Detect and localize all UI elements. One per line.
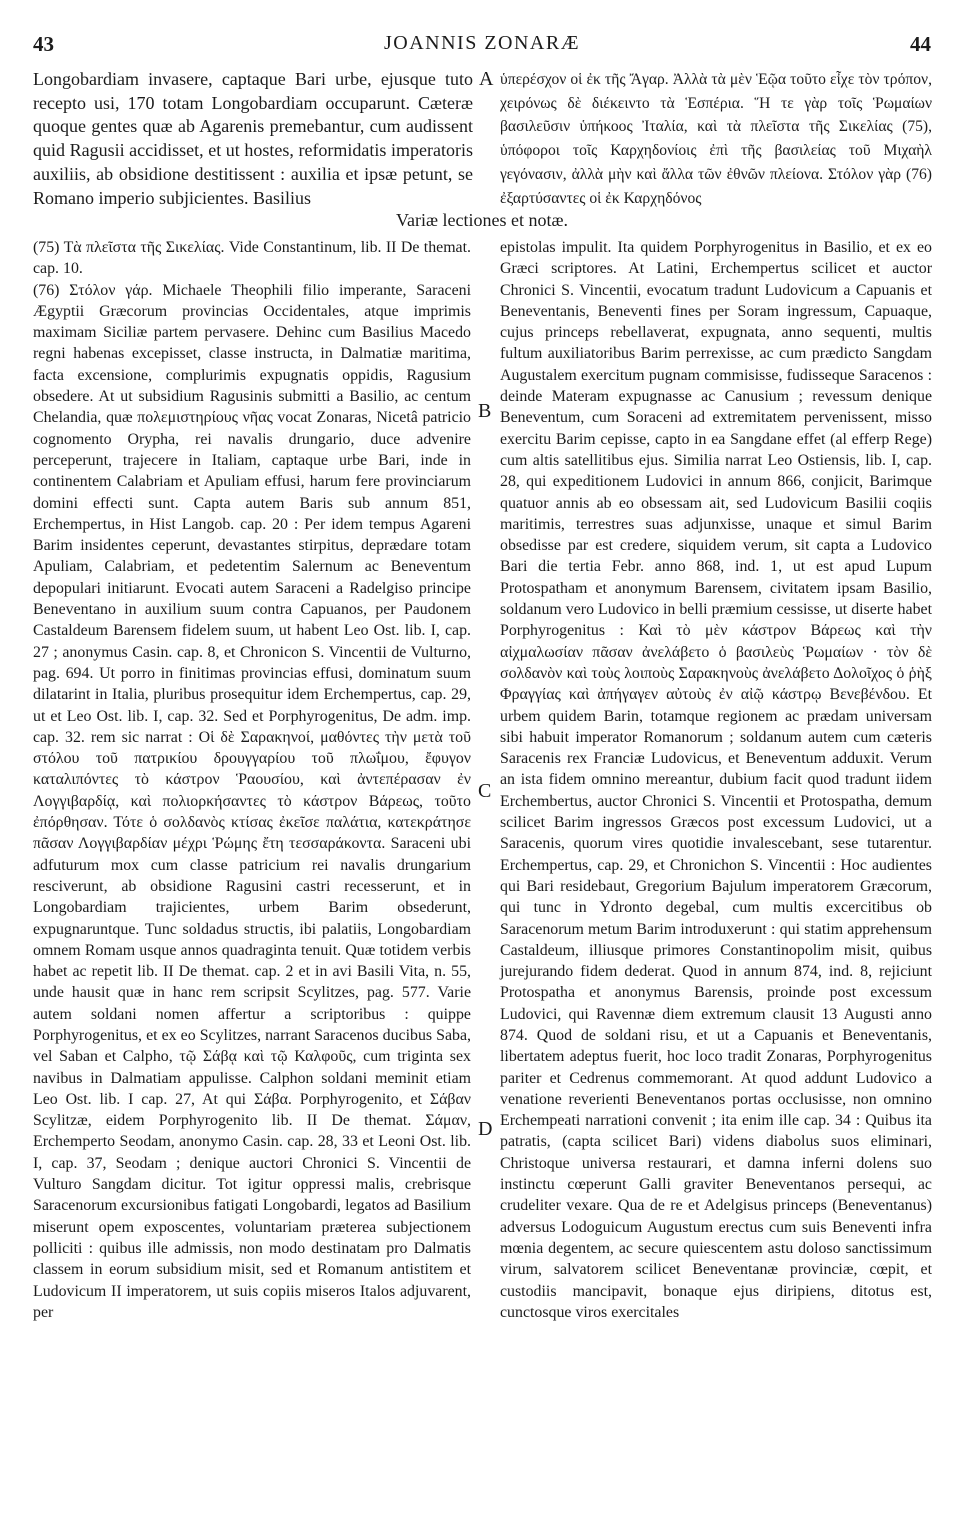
note-paragraph: (75) Τὰ πλεῖστα τῆς Σικελίας. Vide Constantinum, lib. II De themat. cap. 10. [33, 239, 471, 278]
right-page-number: 44 [910, 32, 931, 56]
running-title: JOANNIS ZONARÆ [383, 32, 580, 54]
latin-main-text [33, 68, 473, 210]
notes-left-column [33, 237, 471, 1323]
margin-letter-c: C [478, 780, 492, 802]
margin-letter-b: B [478, 400, 492, 422]
notes-heading: Variæ lectiones et notæ. [396, 210, 568, 230]
note-paragraph: epistolas impulit. Ita quidem Porphyrogenitus in Basilio, et ex eo Græci scriptores. At Latini, Erchempertus scilicet et auctor Chronici S. Vincentii, evocatum tradunt Ludovicum a Capuanis et Beneventanis, Beneventi fines per Soram ingressum, Capuaque, cujus princeps rebellaverat, expugnata, anno sequenti, multis fultum auxiliatoribus Barim perrexisse, ac cum prædicto Sangdam Augustalem exercitum pugnam commisisse, fudisseque Saracenos : deinde Materam expugnasse ac Canusium ; revessum denique Beneventum, cum Soraceni ad extremitatem pervenissent, misso exercitu Barim cepisse, capto in ea Sangdane effet (al efferp Rege) cum altis satellitibus ejus. Similia narrat Leo Ostiensis, lib. I, cap. 28, qui expeditionem Ludovici in annum 866, conjicit, Barimque quatuor annis ab eo obsessam ait, sed Ludovicum Basilii coqiis maritimis, terrestres suas adjunxisse, unaque et simul Barim obsedisse par est credere, siquidem verum, sit capta a Ludovico Bari die tertia Febr. anno 868, ind. 1, ut est apud Lupum Protospatham et anonymum Barensem, civitatem ipsam Basilio, soldanum vero Ludovico in belli præmium cessisse, ut diserte habet Porphyrogenitus : Καὶ τὸ μὲν κάστρον Βάρεως καὶ τὴν αἰχμαλωσίαν πᾶσαν ἀνελάβετο ὁ βασιλεὺς Ῥωμαίων · τὸν δὲ σολδανὸν καὶ τοὺς λοιποὺς Σαρακηνοὺς ἀνελάβετο Δολοῖχος ὁ ῥὴξ Φραγγίας καὶ ἀπήγαγεν αὐτοὺς ἐν αἰῷ κάστρῳ Βενεβένδου. Et urbem quidem Barin, totamque regionem ac prædam universam sibi habuit imperator Romanorum ; soldanum autem cum cæteris Saracenis rex Franciæ Ludovicus, et Beneventum adduxit. Verum an ista fidem omnino mereantur, dubium facit quod tradunt iidem Erchembertus, auctor Chronici S. Vincentii et Protospatha, demum scilicet Barim ingressos Græcos post excessum Ludovici, ut a Saracenis, quorum vires quotidie invalescebant, sese tutarentur. Erchempertus, cap. 29, et Chronichon S. Vincentii : Hoc audientes qui Bari residebaut, Gregorium Bajulum imperatorem Græcorum, qui tunc in Ydronto degebal, cum multis excercitibus ob Saracenorum metum Barim introduxerunt : qui statim apprehensum Castaldeum, illiusque primores Constantinopolim misit, quibus jurejurando fidem dederat. Quod in annum 874, ind. 8, rejiciunt Protospatha et anonymus Barensis, proinde post excessum Ludovici, qui Ravennæ diem extremum clausit 13 Augusti anno 874. Quod de soldani risu, et ut a Capuanis et Beneventanis, libertatem adeptus fuerit, hoc loco tradit Zonaras, Porphyrogenitus pariter et Cedrenus commemorant. At quod addunt Ludovico a venatione reverienti Beneventanos portas occlusisse, non omnino Erchempeati narrationi convenit ; ita enim ille cap. 34 : Quibus ita patratis, (capta scilicet Bari) videns diabolus suos eliminari, Christoque universa restaurari, et damna inferni dolens suo instinctu cœperunt Galli graviter Beneventanos persequi, ac crudeliter vexare. Qua de re et Adelgisus princeps (Beneventanus) adversus Lodoguicum Augustum erectus cum suis Beneventi infra mœnia degentem, ac secure quiescentem astu doloso sanctissimum virum, salvatorem scilicet Beneventanæ provinciæ, cœpit, et custodiis mancipavit, bonaque ejus diripiens, ditotus est, cunctosque viros exercitales [500, 239, 932, 1321]
notes-right-column [500, 237, 932, 1323]
note-paragraph: (76) Στόλον γάρ. Michaele Theophili filio imperante, Saraceni Ægyptii Græcorum provincias Occidentales, atque imprimis maximam Siciliæ partem pervasere. Dehinc cum Basilius Macedo regni habenas excepisset, classe instructa, in Dalmatiæ maritima, facta excensione, complurimis expugnatis oppidis, Ragusium obsedere. At ut subsidium Ragusinis submitti a Basilio, ac centum Chelandia, quæ πολεμιστηρίους νῆας vocat Zonaras, Nicetâ patricio cognomento Orypha, rei navalis drungario, duce advenire perceperunt, trajecere in Italiam, captaque urbe Bari, inde in continentem Calabriam et Apuliam effusi, harum fere provinciarum domini effecti sunt. Capta autem Baris sub annum 851, Erchempertus, in Hist Langob. cap. 20 : Per idem tempus Agareni Barim insidentes ceperunt, devastantes stirpitus, deprædare totam Apuliam, Calabriam, et pedetentim Salernum ac Beneventum depopulari initiarunt. Evocati autem Saraceni a Radelgiso principe Beneventano in auxilium suum contra Capuanos, per Paudonem Castaldeum Barensem fidelem suum, ut habent Leo Ost. lib. I, cap. 27 ; anonymus Casin. cap. 8, et Chronicon S. Vincentii de Vulturno, pag. 694. Ut porro in finitimas provincias effusi, dominatum suum dilatarint in Italia, pluribus prosequitur idem Erchempertus, cap. 29, ut et Leo Ost. lib. I, cap. 32. Sed et Porphyrogenitus, De adm. imp. cap. 32. rem sic narrat : Οἱ δὲ Σαρακηνοί, μαθόντες τὴν μετὰ τοῦ στόλου τοῦ πατρικίου δρουγγαρίου τοῦ πλωΐμου, ἔφυγον καταλιπόντες τὸ κάστρον Ῥαουσίου, καὶ ἀντεπέρασαν ἐν Λογγιβαρδίᾳ, καὶ πολιορκήσαντες τὸ κάστρον Βάρεως, τοῦτο ἐπόρθησαν. Τότε ὁ σολδανὸς κτίσας ἐκεῖσε παλάτια, κατεκράτησε πᾶσαν Λογγιβαρδίαν μέχρι Ῥώμης ἔτη τεσσαράκοντα. Saraceni ubi adfuturum mox cum classe patricium rei navalis drungarium resciverunt, ab obsidione Ragusini castri recesserunt, et in Longobardiam trajicientes, urbem Barim obsederunt, expugnaruntque. Tunc soldadus structis, ibi palatiis, Longobardiam omnem Romam usque annos quadraginta tenuit. Quæ totidem verbis habet ac repetit lib. II De themat. cap. 2 et in avi Basili Vita, n. 55, unde hausit quæ in hanc rem scripsit Scylitzes, pag. 577. Varie autem soldani nomen affertur a scriptoribus : quippe Porphyrogenitus, et ex eo Scylitzes, narrant Saracenos ducibus Saba, vel Saban et Calpho, τῷ Σάβᾳ καὶ τῷ Καλφοῦς, cum triginta sex navibus in Dalmatiam appulisse. Calphon soldani meminit etiam Leo Ost. lib. I cap. 27, At qui Σάβα. Porphyrogenito, et Σάβαν Scylitzæ, eidem Porphyrogenito lib. II De themat. Σάμαν, Erchemperto Seodam, anonymo Casin. cap. 28, 33 et Leoni Ost. lib. I, cap. 37, Seodam ; denique auctori Chronici S. Vincentii de Vulturo Sangdam dicitur. Tot igitur oppressi malis, crebrisque Saracenorum excursionibus fatigati Longobardi, legatos ad Basilium miserunt opem exposcentes, voluntariam præterea subjectionem polliciti : quibus ille admissis, non modo destinatam pro Dalmatis classem in eorum subsidium misit, sed et Romanum antistitem et Ludovicum II imperatorem, ut suis copiis miseros Italos adjuvarent, per [33, 281, 471, 1321]
margin-letter-d: D [478, 1118, 493, 1140]
greek-main-paragraph: ὑπερέσχον οἱ ἐκ τῆς Ἄγαρ. Ἀλλὰ τὰ μὲν Ἑῷα τοῦτο εἶχε τὸν τρόπον, χειρόνως δὲ διέκειντο τὰ Ἑσπέρια. Ἥ τε γὰρ τοῖς Ῥωμαίων βασιλεῦσιν ὑπήκοος Ἰταλία, καὶ τὰ πλεῖστα τῆς Σικελίας (75), ὑπόφοροι τοῖς Καρχηδονίοις ἐπὶ τῆς βασιλείας τοῦ Μιχαὴλ γεγόνασιν, ἀλλὰ μὴν καὶ ἄλλα τῶν ἐθνῶν πλείονα. Στόλον γὰρ (76) ἐξαρτύσαντες οἱ ἐκ Καρχηδόνος [500, 71, 932, 207]
latin-main-paragraph: Longobardiam invasere, captaque Bari urbe, ejusque tuto recepto usi, 170 totam Longobardiam occuparunt. Cæteræ quoque gentes quæ ab Agarenis premebantur, cum audissent quid Ragusii accidisset, et ut hostes, reformidatis imperatoris auxiliis, ab obsidione destitissent : auxilia et ipsæ petunt, se Romano imperio subjicientes. Basilius [33, 69, 473, 208]
greek-main-text [500, 68, 932, 210]
left-page-number: 43 [33, 32, 54, 56]
running-header [33, 32, 931, 62]
margin-letter-a: A [479, 68, 494, 90]
